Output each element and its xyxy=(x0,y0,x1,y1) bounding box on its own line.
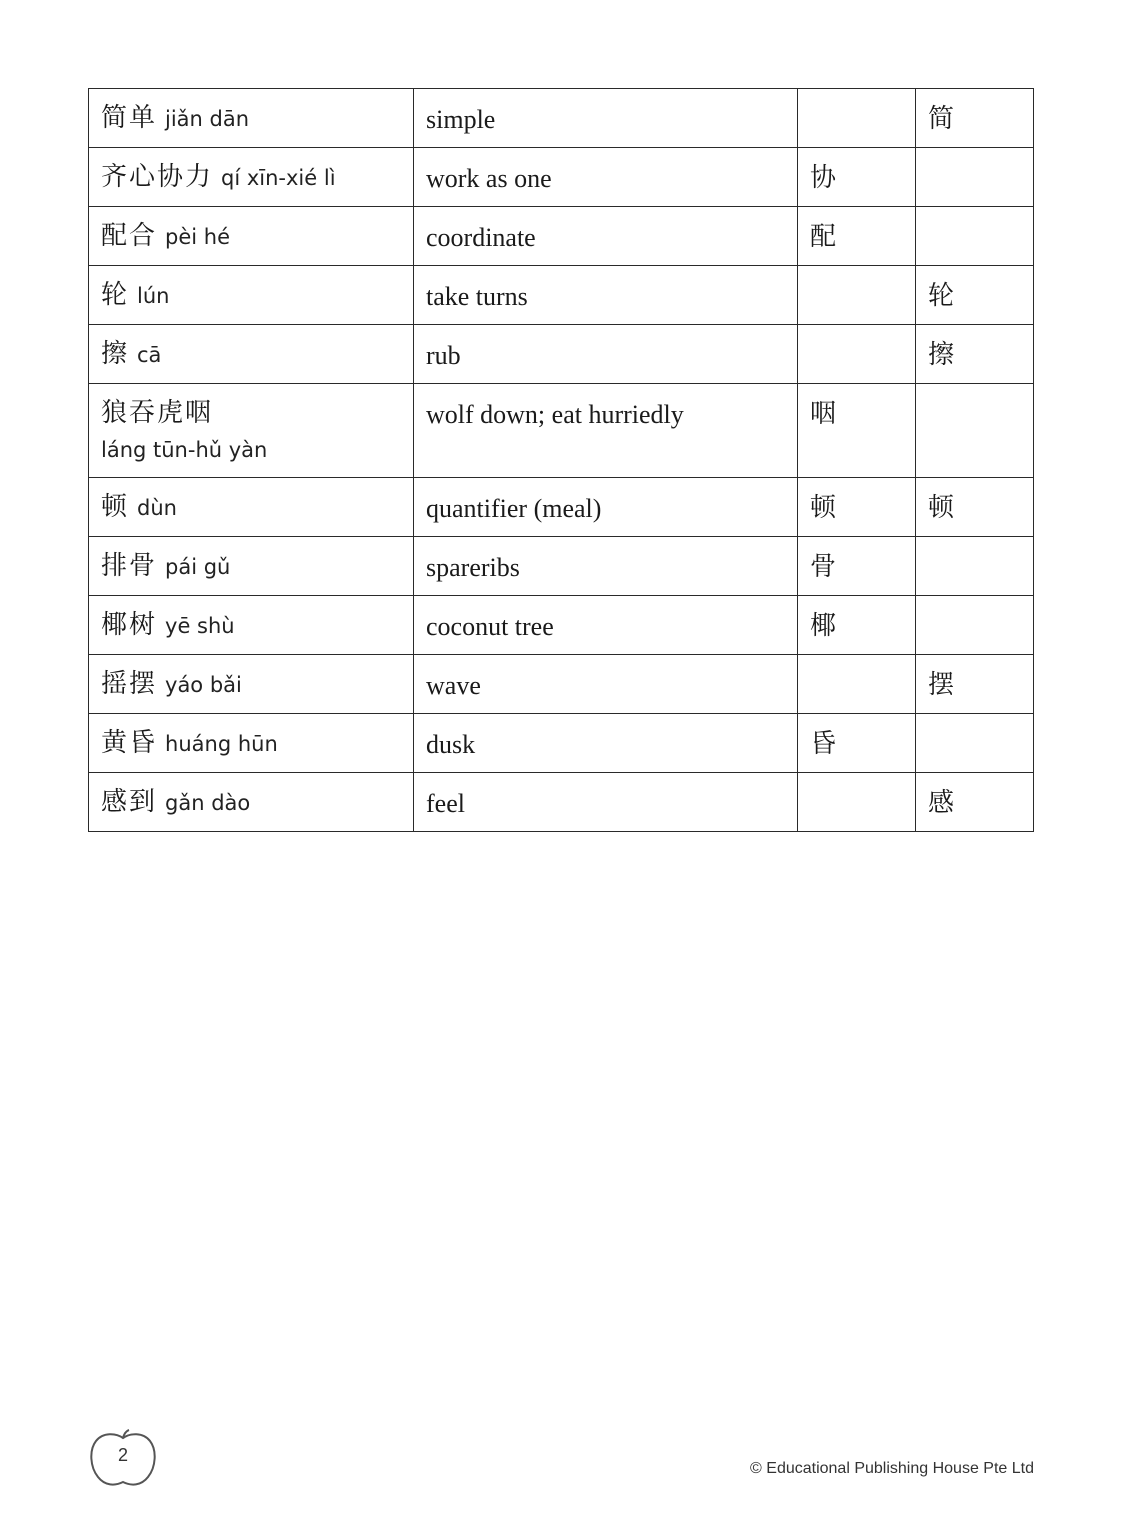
meaning-cell: work as one xyxy=(414,148,798,207)
pinyin-text: jiǎn dān xyxy=(165,107,250,131)
meaning-cell: quantifier (meal) xyxy=(414,478,798,537)
character-cell-b: 擦 xyxy=(916,325,1034,384)
character-cell-a: 顿 xyxy=(798,478,916,537)
hanzi-text: 齐心协力 xyxy=(101,162,214,192)
character-cell-b: 顿 xyxy=(916,478,1034,537)
hanzi-text: 狼吞虎咽 xyxy=(101,398,214,428)
hanzi-text: 排骨 xyxy=(101,551,158,581)
pinyin-text: cā xyxy=(137,343,162,367)
meaning-cell: coordinate xyxy=(414,207,798,266)
pinyin-text: lún xyxy=(137,284,170,308)
word-cell xyxy=(89,714,414,773)
character-cell-b xyxy=(916,207,1034,266)
character-cell-b xyxy=(916,596,1034,655)
word-cell xyxy=(89,207,414,266)
character-cell-b xyxy=(916,148,1034,207)
hanzi-text: 感到 xyxy=(101,787,158,817)
word-cell xyxy=(89,478,414,537)
pinyin-text: yē shù xyxy=(165,614,235,638)
character-cell-a: 咽 xyxy=(798,384,916,478)
character-cell-a: 配 xyxy=(798,207,916,266)
word-cell xyxy=(89,384,414,478)
word-cell xyxy=(89,773,414,832)
meaning-cell: take turns xyxy=(414,266,798,325)
character-cell-a xyxy=(798,773,916,832)
character-cell-a: 协 xyxy=(798,148,916,207)
meaning-cell: simple xyxy=(414,89,798,148)
page-number: 2 xyxy=(117,1445,128,1465)
pinyin-text: pèi hé xyxy=(165,225,231,249)
hanzi-text: 摇摆 xyxy=(101,669,158,699)
hanzi-text: 椰树 xyxy=(101,610,158,640)
table-row xyxy=(89,478,1034,537)
word-cell xyxy=(89,537,414,596)
character-cell-a: 椰 xyxy=(798,596,916,655)
character-cell-b xyxy=(916,714,1034,773)
meaning-cell: rub xyxy=(414,325,798,384)
pinyin-text: huáng hūn xyxy=(165,732,278,756)
character-cell-b xyxy=(916,384,1034,478)
hanzi-text: 轮 xyxy=(101,280,130,310)
table-row xyxy=(89,384,1034,478)
table-row xyxy=(89,266,1034,325)
meaning-cell: wave xyxy=(414,655,798,714)
pinyin-text: yáo bǎi xyxy=(165,673,242,697)
hanzi-text: 黄昏 xyxy=(101,728,158,758)
character-cell-a: 骨 xyxy=(798,537,916,596)
table-row xyxy=(89,537,1034,596)
meaning-cell: feel xyxy=(414,773,798,832)
hanzi-text: 简单 xyxy=(101,103,158,133)
hanzi-text: 顿 xyxy=(101,492,130,522)
character-cell-b: 摆 xyxy=(916,655,1034,714)
character-cell-a xyxy=(798,266,916,325)
word-cell xyxy=(89,89,414,148)
word-cell xyxy=(89,148,414,207)
table-row xyxy=(89,325,1034,384)
character-cell-b: 感 xyxy=(916,773,1034,832)
table-row xyxy=(89,655,1034,714)
word-cell xyxy=(89,655,414,714)
vocabulary-table xyxy=(88,88,1034,832)
table-row xyxy=(89,89,1034,148)
meaning-cell: coconut tree xyxy=(414,596,798,655)
copyright-notice: © Educational Publishing House Pte Ltd xyxy=(750,1460,1034,1477)
meaning-cell: dusk xyxy=(414,714,798,773)
character-cell-a xyxy=(798,325,916,384)
pinyin-text: gǎn dào xyxy=(165,791,251,815)
pinyin-text: pái gǔ xyxy=(165,555,231,579)
word-cell xyxy=(89,596,414,655)
character-cell-b xyxy=(916,537,1034,596)
character-cell-a: 昏 xyxy=(798,714,916,773)
meaning-cell: wolf down; eat hurriedly xyxy=(414,384,798,478)
table-row xyxy=(89,714,1034,773)
word-cell xyxy=(89,266,414,325)
table-row xyxy=(89,207,1034,266)
hanzi-text: 擦 xyxy=(101,339,130,369)
pinyin-text: dùn xyxy=(137,496,177,520)
character-cell-b: 简 xyxy=(916,89,1034,148)
meaning-cell: spareribs xyxy=(414,537,798,596)
character-cell-b: 轮 xyxy=(916,266,1034,325)
table-row xyxy=(89,773,1034,832)
character-cell-a xyxy=(798,89,916,148)
word-cell xyxy=(89,325,414,384)
character-cell-a xyxy=(798,655,916,714)
table-row xyxy=(89,148,1034,207)
pinyin-text: qí xīn-xié lì xyxy=(221,166,336,190)
pinyin-text: láng tūn-hǔ yàn xyxy=(101,438,268,462)
hanzi-text: 配合 xyxy=(101,221,158,251)
table-row xyxy=(89,596,1034,655)
